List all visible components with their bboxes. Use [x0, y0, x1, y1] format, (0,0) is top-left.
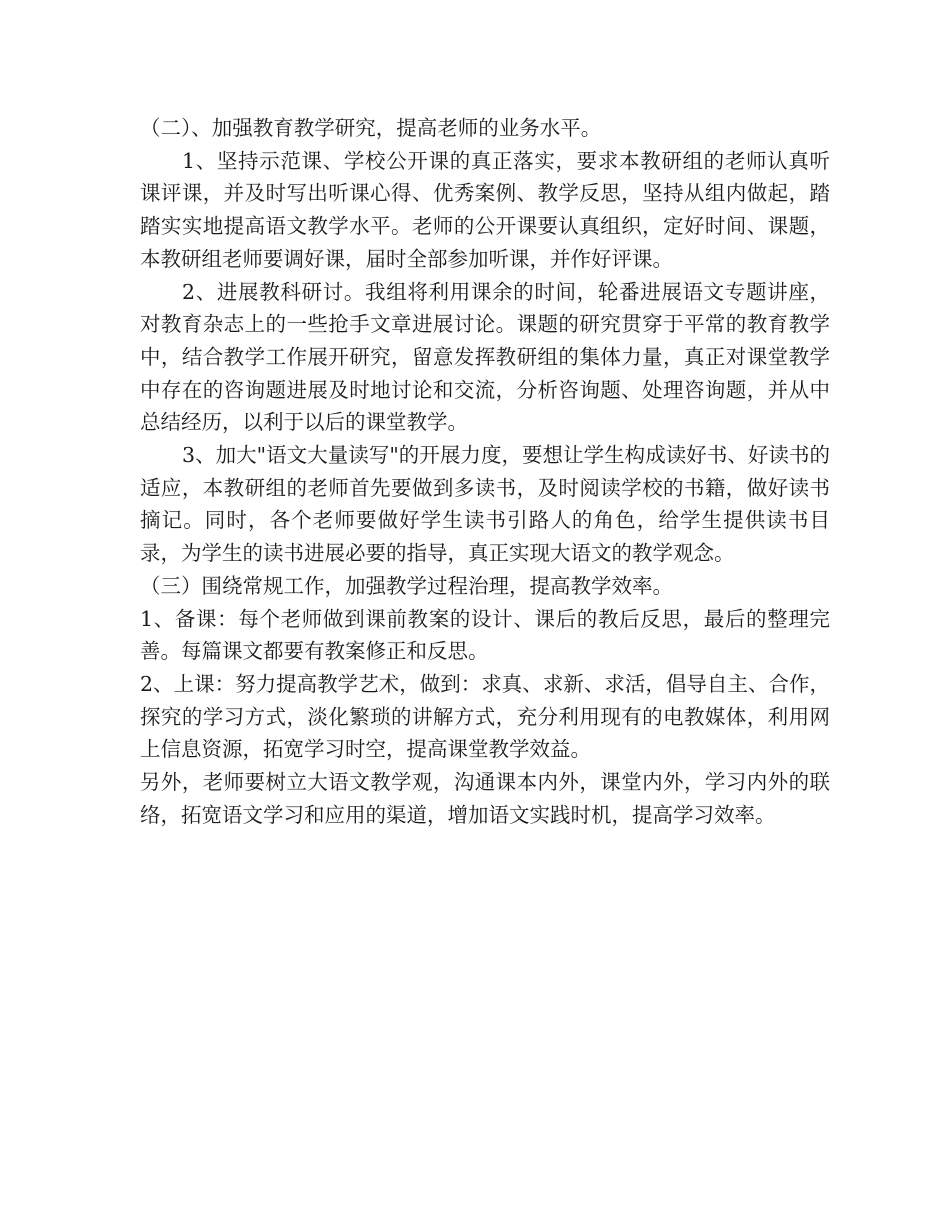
paragraph-2: 2、进展教科研讨。我组将利用课余的时间，轮番进展语文专题讲座，对教育杂志上的一些抢手文章进展讨论。课题的研究贯穿于平常的教育教学中，结合教学工作展开研究，留意发挥教研组的集体力量，真正对课堂教学中存在的咨询题进展及时地讨论和交流，分析咨询题、处理咨询题，并从中总结经历，以利于以后的课堂教学。 [140, 279, 830, 435]
paragraph-3: 3、加大"语文大量读写"的开展力度，要想让学生构成读好书、好读书的适应，本教研组的老师首先要做到多读书，及时阅读学校的书籍，做好读书摘记。同时，各个老师要做好学生读书引路人的角色，给学生提供读书目录，为学生的读书进展必要的指导，真正实现大语文的教学观念。 [140, 443, 830, 566]
paragraph-teaching: 2、上课：努力提高教学艺术，做到：求真、求新、求活，倡导自主、合作，探究的学习方式，淡化繁琐的讲解方式，充分利用现有的电教媒体，利用网上信息资源，拓宽学习时空，提高课堂教学效益。 [140, 671, 830, 762]
document-body [140, 112, 830, 831]
section-heading-3: （三）围绕常规工作，加强教学过程治理，提高教学效率。 [140, 573, 673, 598]
section-heading-2: （二）、加强教育教学研究，提高老师的业务水平。 [140, 116, 602, 140]
paragraph-additional: 另外，老师要树立大语文教学观，沟通课本内外，课堂内外，学习内外的联络，拓宽语文学习和应用的渠道，增加语文实践时机，提高学习效率。 [140, 770, 830, 827]
paragraph-1: 1、坚持示范课、学校公开课的真正落实，要求本教研组的老师认真听课评课，并及时写出听课心得、优秀案例、教学反思，坚持从组内做起，踏踏实实地提高语文教学水平。老师的公开课要认真组织，定好时间、课题，本教研组老师要调好课，届时全部参加听课，并作好评课。 [140, 148, 830, 271]
paragraph-lesson-prep: 1、备课：每个老师做到课前教案的设计、课后的教后反思，最后的整理完善。每篇课文都要有教案修正和反思。 [140, 606, 830, 664]
